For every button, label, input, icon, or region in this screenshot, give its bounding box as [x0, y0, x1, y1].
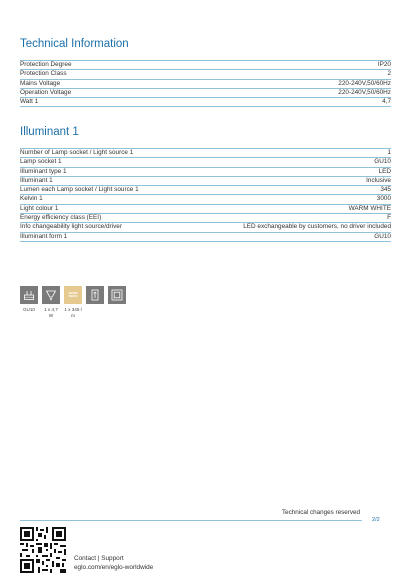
- socket-caption: GU10: [22, 307, 35, 312]
- table-row: [20, 195, 391, 204]
- table-row: [20, 88, 391, 97]
- row-value: Inclusive: [185, 176, 391, 185]
- row-value: 2: [203, 70, 391, 79]
- technical-changes-note: Technical changes reserved: [282, 509, 361, 516]
- row-value: 1: [185, 149, 391, 158]
- watt-caption-line1: 1 x 4,7: [44, 307, 58, 312]
- technical-information-title: Technical Information: [20, 38, 129, 50]
- row-label: Lamp socket 1: [20, 158, 185, 167]
- watt-caption-line2: W: [48, 313, 54, 318]
- watt-caption: [44, 307, 58, 319]
- table-row: [20, 223, 391, 232]
- table-row: [20, 70, 391, 79]
- row-value: 220-240V,50/60Hz: [203, 88, 391, 97]
- contact-block: [74, 554, 153, 572]
- protection-class-2-icon: [108, 286, 126, 304]
- row-label: Light colour 1: [20, 204, 185, 213]
- product-icons: [20, 286, 126, 319]
- row-value: IP20: [203, 61, 391, 70]
- row-label: Protection Degree: [20, 61, 203, 70]
- contact-support-link[interactable]: Contact | Support: [74, 555, 124, 562]
- row-label: Mains Voltage: [20, 79, 203, 88]
- row-value: F: [185, 214, 391, 223]
- exchangeable-icon-group: [86, 286, 104, 319]
- website-link[interactable]: eglo.com/en/eglo-worldwide: [74, 564, 154, 571]
- white-label: WHITE: [68, 294, 78, 298]
- table-row: [20, 186, 391, 195]
- warm-white-icon: [64, 286, 82, 304]
- row-value: GU10: [185, 232, 391, 241]
- socket-icon-group: [20, 286, 38, 319]
- table-row: [20, 79, 391, 88]
- lumen-caption: [64, 307, 81, 319]
- row-value: 220-240V,50/60Hz: [203, 79, 391, 88]
- qr-code-icon: [20, 527, 66, 573]
- row-label: Number of Lamp socket / Light source 1: [20, 149, 185, 158]
- row-label: Illuminant form 1: [20, 232, 185, 241]
- warm-white-icon-group: [64, 286, 82, 319]
- warm-label: WARM: [68, 290, 78, 295]
- illuminant-spec-table: [20, 148, 391, 242]
- exchangeable-led-icon: [86, 286, 104, 304]
- row-value: 3000: [185, 195, 391, 204]
- table-row: [20, 204, 391, 213]
- row-label: Watt 1: [20, 98, 203, 107]
- row-label: Lumen each Lamp socket / Light source 1: [20, 186, 185, 195]
- table-row: [20, 98, 391, 107]
- row-label: Info changeability light source/driver: [20, 223, 185, 232]
- page-number: 2/2: [372, 517, 380, 523]
- footer-divider: [20, 520, 362, 521]
- row-label: Illuminant 1: [20, 176, 185, 185]
- row-value: 4,7: [203, 98, 391, 107]
- lumen-caption-line2: m: [71, 313, 75, 318]
- row-label: Protection Class: [20, 70, 203, 79]
- bulb-watt-icon: [42, 286, 60, 304]
- row-label: Illuminant type 1: [20, 167, 185, 176]
- row-value: LED exchangeable by customers, no driver included: [185, 223, 391, 232]
- table-row: [20, 158, 391, 167]
- gu10-socket-icon: [20, 286, 38, 304]
- row-value: WARM WHITE: [185, 204, 391, 213]
- technical-spec-table: [20, 60, 391, 107]
- row-label: Operation Voltage: [20, 88, 203, 97]
- row-label: Kelvin 1: [20, 195, 185, 204]
- row-value: GU10: [185, 158, 391, 167]
- row-value: 345: [185, 186, 391, 195]
- row-value: LED: [185, 167, 391, 176]
- lumen-caption-line1: 1 x 345 l: [64, 307, 82, 312]
- table-row: [20, 214, 391, 223]
- row-label: Energy efficiency class (EEI): [20, 214, 185, 223]
- illuminant-title: Illuminant 1: [20, 126, 79, 138]
- table-row: [20, 61, 391, 70]
- table-row: [20, 232, 391, 241]
- protection-class-icon-group: [108, 286, 126, 319]
- table-row: [20, 149, 391, 158]
- table-row: [20, 167, 391, 176]
- watt-icon-group: [42, 286, 60, 319]
- table-row: [20, 176, 391, 185]
